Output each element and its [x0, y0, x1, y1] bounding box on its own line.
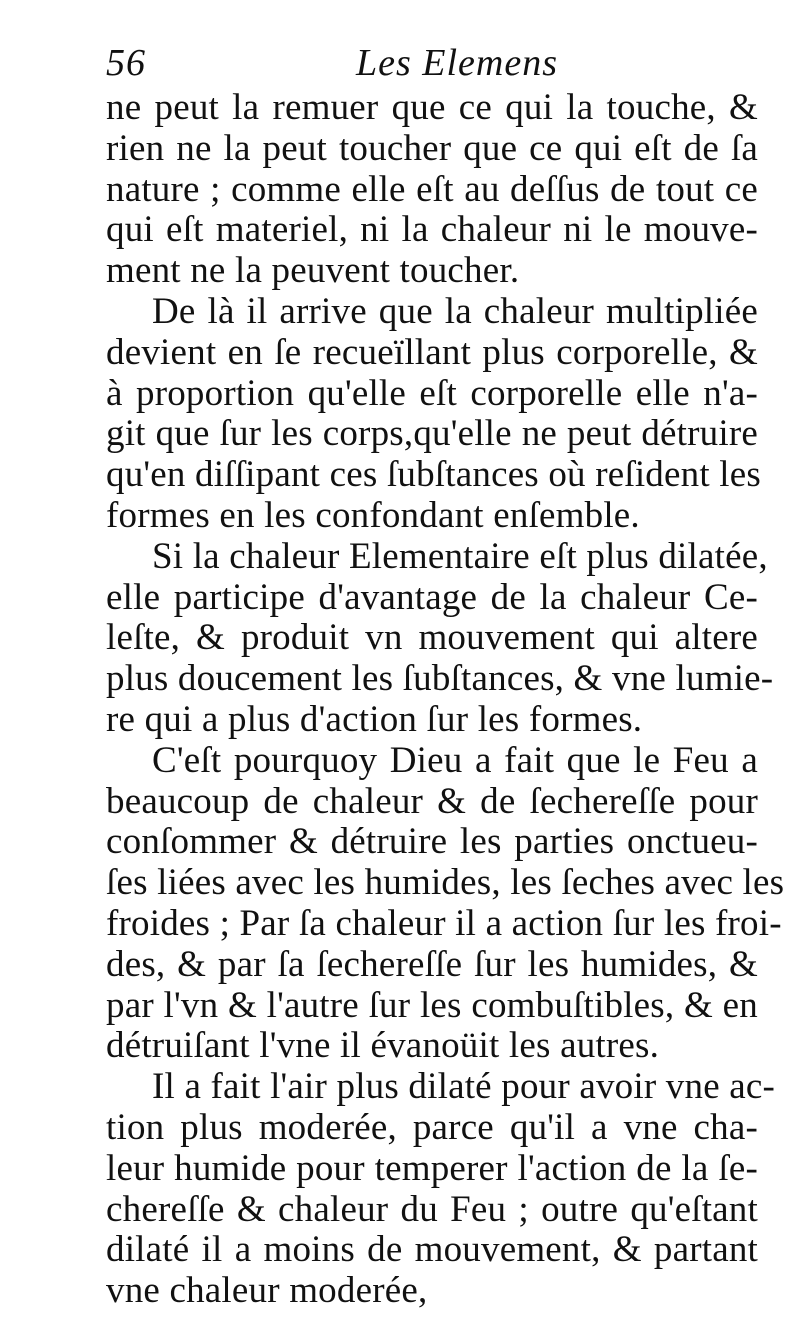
paragraph-5	[106, 1066, 776, 1312]
paragraph-3	[106, 535, 774, 741]
running-title: Les Elemens	[356, 42, 559, 84]
text-line: vne chaleur moderée,	[106, 1270, 428, 1312]
text-line: qui eſt materiel, ni la chaleur ni le mouve-	[106, 209, 758, 251]
text-line: C'eſt pourquoy Dieu a fait que le Feu a	[152, 739, 758, 781]
text-line: git que ſur les corps,qu'elle ne peut détruire	[106, 413, 758, 455]
text-line: des, & par ſa ſechereſſe ſur les humides, &	[106, 943, 758, 985]
text-line: formes en les confondant enſemble.	[106, 494, 640, 536]
body-text	[106, 87, 785, 1312]
paragraph-1	[106, 88, 758, 292]
text-line: nature ; comme elle eſt au deſſus de tout ce	[106, 168, 758, 210]
text-line: beaucoup de chaleur & de ſechereſſe pour	[106, 780, 758, 822]
text-line: leur humide pour temperer l'action de la ſe-	[106, 1147, 758, 1189]
text-line: à proportion qu'elle eſt corporelle elle n'a-	[106, 372, 758, 414]
text-line: leſte, & produit vn mouvement qui altere	[106, 617, 758, 659]
text-line: re qui a plus d'action ſur les formes.	[106, 698, 643, 740]
text-line: détruiſant l'vne il évanoüit les autres.	[106, 1025, 660, 1067]
text-line: ment ne la peuvent toucher.	[106, 250, 520, 292]
paragraph-2	[106, 290, 761, 537]
running-head	[106, 38, 766, 88]
text-line: ne peut la remuer que ce qui la touche, &	[106, 87, 758, 128]
text-line: plus doucement les ſubſtances, & vne lumie-	[106, 658, 774, 700]
text-line: dilaté il a moins de mouvement, & partant	[106, 1229, 758, 1271]
text-line: par l'vn & l'autre ſur les combuſtibles, & en	[106, 984, 758, 1026]
paragraph-4	[106, 739, 785, 1067]
text-line: elle participe d'avantage de la chaleur Ce-	[106, 576, 758, 618]
text-line: chereſſe & chaleur du Feu ; outre qu'eſtant	[106, 1188, 758, 1230]
text-line: rien ne la peut toucher que ce qui eſt de ſa	[106, 127, 758, 169]
text-line: De là il arrive que la chaleur multipliée	[152, 290, 758, 332]
text-line: devient en ſe recueïllant plus corporelle, &	[106, 331, 758, 373]
text-line: qu'en diſſipant ces ſubſtances où reſident les	[106, 454, 761, 496]
page-number: 56	[106, 42, 146, 84]
text-line: Si la chaleur Elementaire eſt plus dilatée,	[152, 535, 768, 577]
text-line: froides ; Par ſa chaleur il a action ſur les froi-	[106, 902, 782, 944]
text-line: ſes liées avec les humides, les ſeches avec les	[106, 862, 785, 904]
text-line: conſommer & détruire les parties onctueu-	[106, 821, 758, 863]
text-line: Il a fait l'air plus dilaté pour avoir vne ac-	[152, 1066, 776, 1108]
text-line: tion plus moderée, parce qu'il a vne cha-	[106, 1106, 758, 1148]
